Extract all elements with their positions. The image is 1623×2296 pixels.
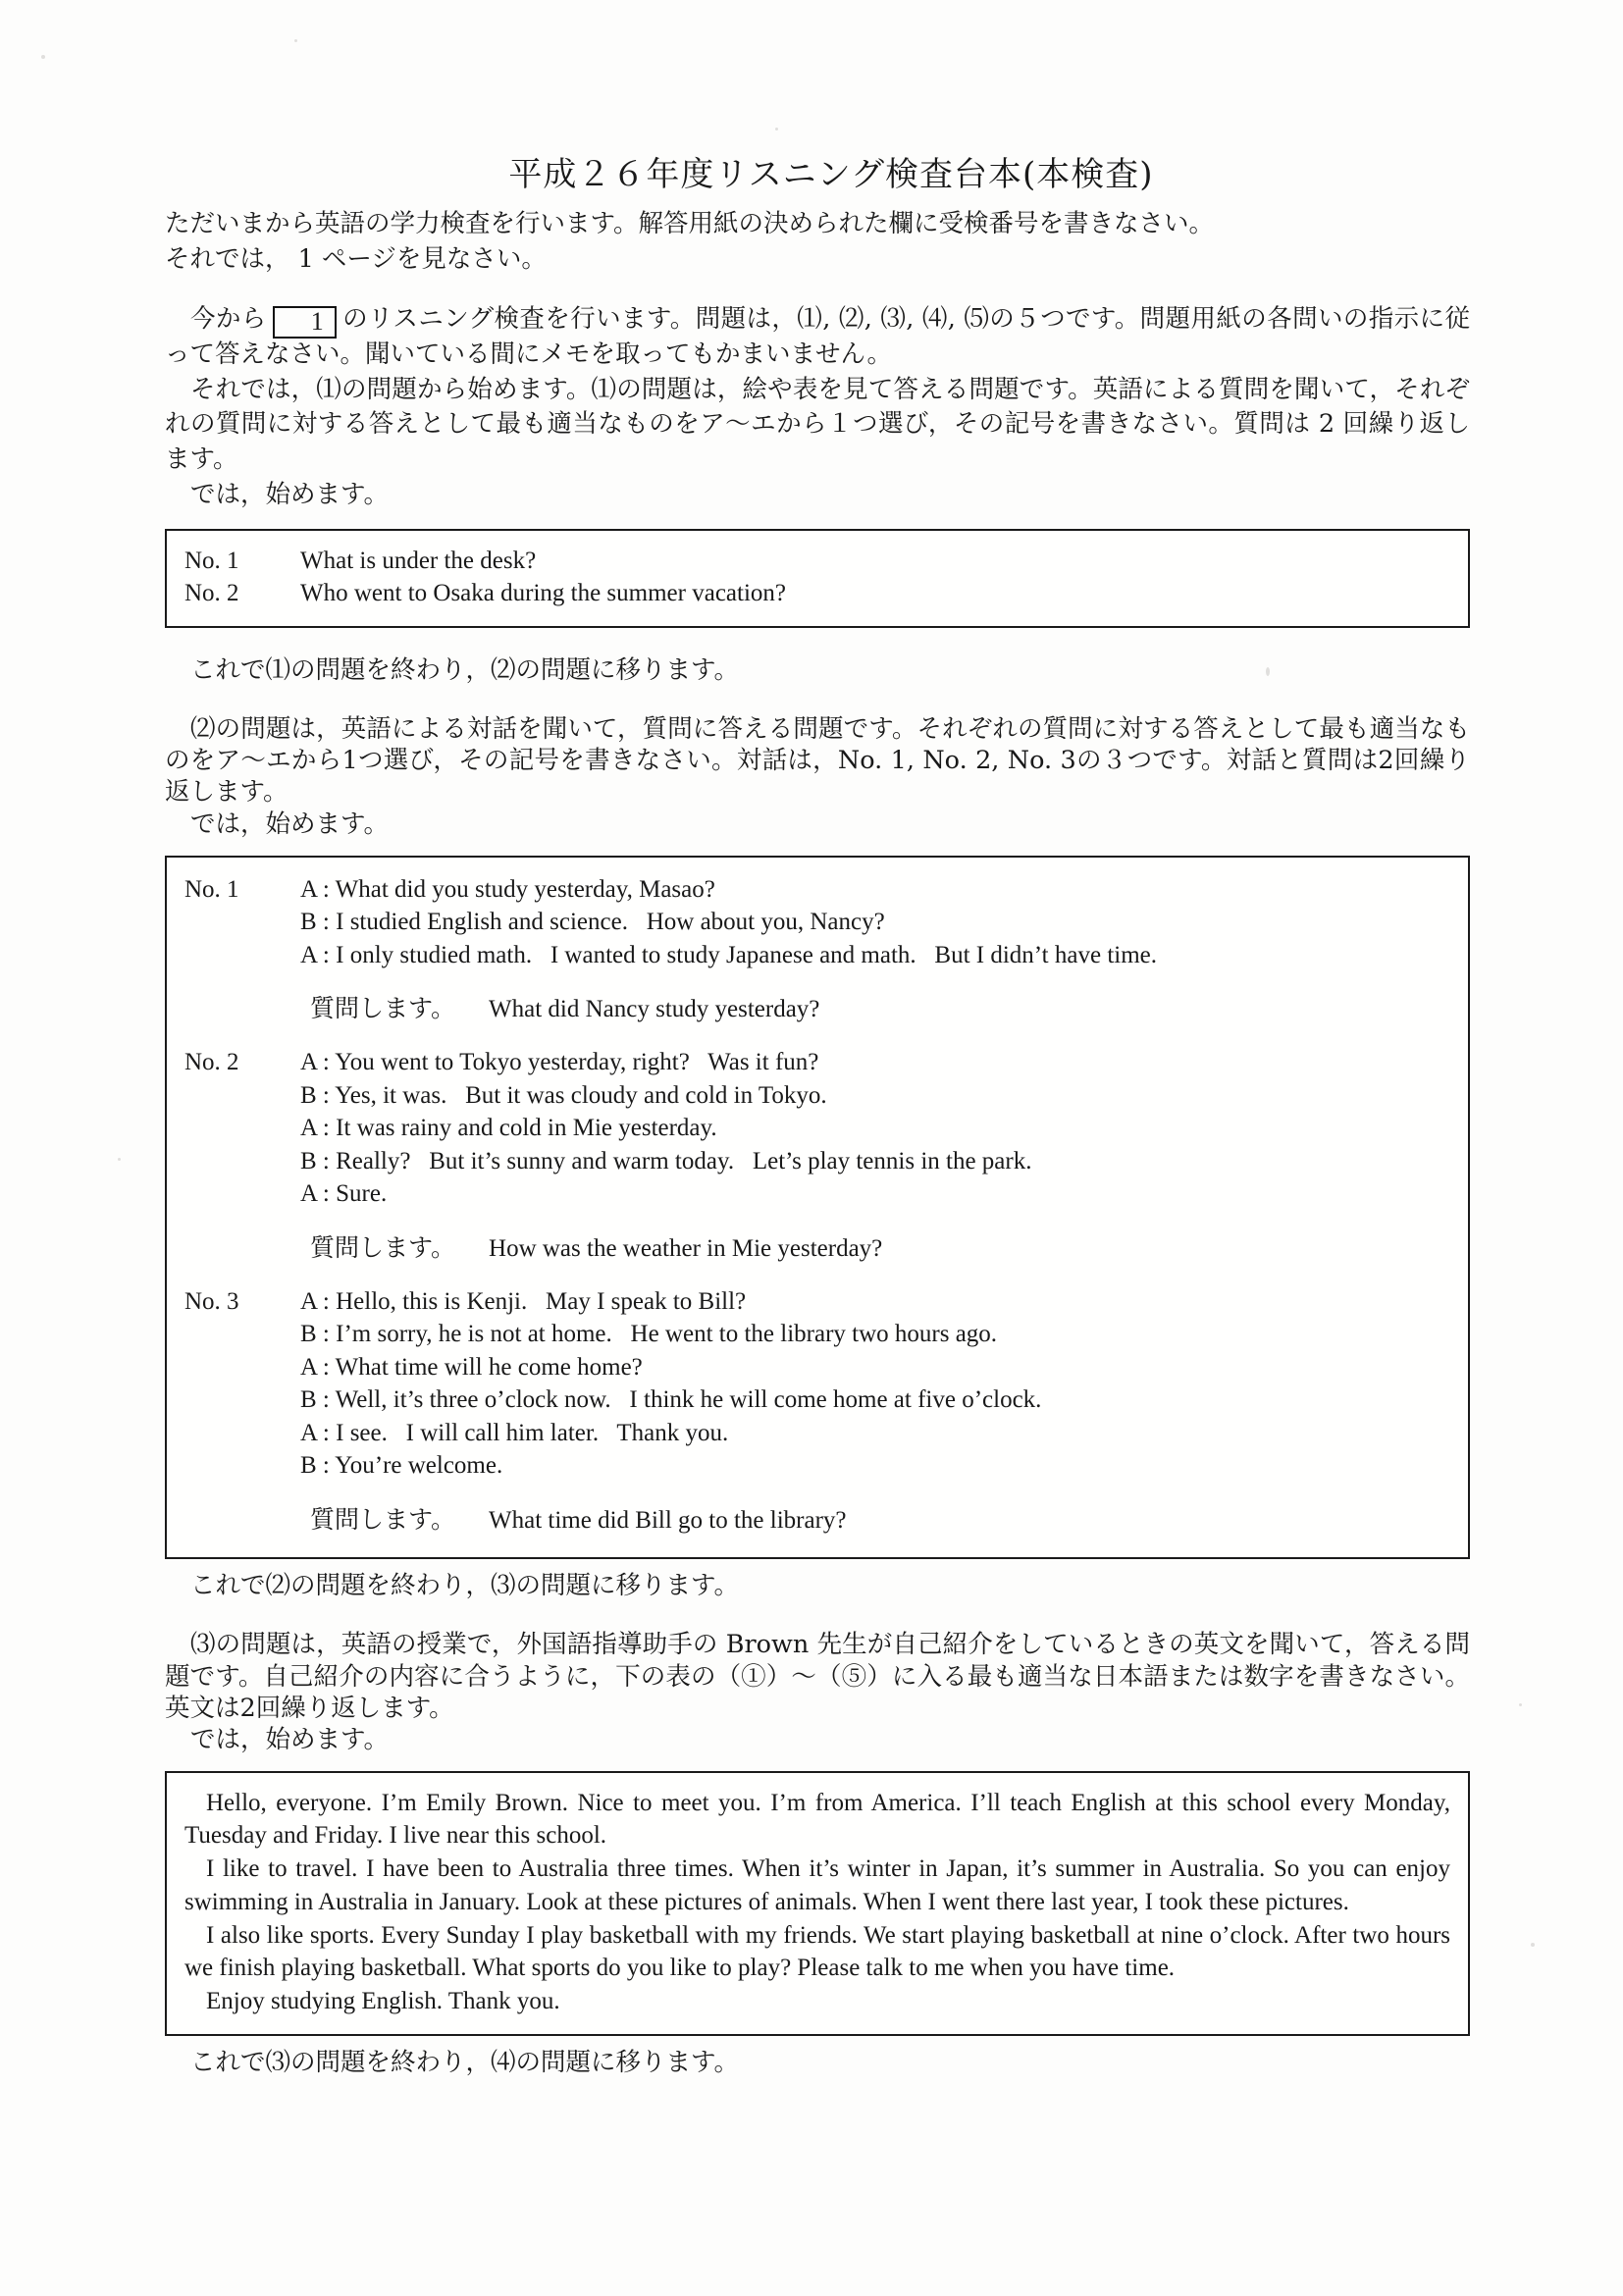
item-number: No. 2 — [184, 580, 239, 606]
ask-question: What did Nancy study yesterday? — [489, 996, 820, 1023]
dialogue-line: A : It was rainy and cold in Mie yesterday. — [300, 1115, 717, 1142]
transition-1: これで⑴の問題を終わり，⑵の問題に移ります。 — [190, 654, 739, 685]
script-box-question3 — [165, 1771, 1470, 2036]
ask-row — [310, 989, 1450, 1024]
ask-label: 質問します。 — [310, 994, 456, 1023]
ask-label: 質問します。 — [310, 1504, 456, 1534]
script-box-question2 — [165, 856, 1470, 1559]
dialogue-line: B : Yes, it was. But it was cloudy and cold in Tokyo. — [300, 1081, 827, 1109]
section-intro-paragraph — [165, 302, 1470, 372]
script-line — [184, 577, 1450, 610]
dialogue-line: B : You’re welcome. — [300, 1452, 503, 1480]
dialogue-line: A : You went to Tokyo yesterday, right? Was it fun? — [300, 1049, 819, 1076]
dialogue-line: B : Well, it’s three o’clock now. I think he will come home at five o’clock. — [300, 1386, 1042, 1414]
dialogue-header-row — [184, 1285, 1450, 1483]
transition-2: これで⑵の問題を終わり，⑶の問題に移ります。 — [190, 1570, 739, 1600]
dialogue-number: No. 3 — [184, 1287, 239, 1315]
dialogue-line: A : Sure. — [300, 1180, 388, 1208]
page-title: 平成２６年度リスニング検査台本(本検査) — [508, 155, 1154, 194]
monologue-paragraph: Hello, everyone. I’m Emily Brown. Nice to meet you. I’m from America. I’ll teach English at this school every Monday, Tuesday and Friday. I live near this school. — [184, 1789, 1450, 1850]
ask-question: What time did Bill go to the library? — [489, 1506, 847, 1534]
scan-speck — [118, 1158, 121, 1161]
scan-speck — [1531, 1943, 1535, 1947]
ask-row — [310, 1500, 1450, 1536]
section-intro-before: 今から — [190, 304, 267, 335]
question3-instructions: ⑶の問題は，英語の授業で，外国語指導助手の Brown 先生が自己紹介をしているときの英文を聞いて，答える問題です。自己紹介の内容に合うように，下の表の（①）〜（⑤）に入る最も適当な日本語または数字を書きなさい。英文は2回繰り返します。 — [165, 1630, 1470, 1723]
question1-instructions: それでは，⑴の問題から始めます。⑴の問題は，絵や表を見て答える問題です。英語による質問を聞いて，それぞれの質問に対する答えとして最も適当なものをア〜エから１つ選び，その記号を書きなさい。質問は 2 回繰り返します。 — [165, 374, 1470, 475]
section-intro-after: のリスニング検査を行います。問題は，⑴, ⑵, ⑶, ⑷, ⑸の５つです。問題用紙の各問いの指示に従って答えなさい。聞いている間にメモを取ってもかまいません。 — [165, 304, 1470, 370]
transition-3: これで⑶の問題を終わり，⑷の問題に移ります。 — [190, 2047, 739, 2077]
ask-row — [310, 1228, 1450, 1264]
dialogue-lines — [300, 1046, 1450, 1211]
item-text: Who went to Osaka during the summer vacation? — [300, 580, 786, 606]
dialogue-lines — [300, 873, 1450, 972]
dialogue-line: A : I see. I will call him later. Thank you. — [300, 1419, 729, 1446]
dialogue-no2 — [184, 1046, 1450, 1264]
dialogue-line: B : Really? But it’s sunny and warm today. Let’s play tennis in the park. — [300, 1147, 1032, 1174]
ask-label: 質問します。 — [310, 1232, 456, 1262]
scan-speck — [775, 128, 778, 130]
dialogue-no3 — [184, 1285, 1450, 1536]
dialogue-no1 — [184, 873, 1450, 1025]
document-body — [165, 147, 1470, 2080]
ask-question: How was the weather in Mie yesterday? — [489, 1234, 883, 1262]
dialogue-header-row — [184, 873, 1450, 972]
question-number-box: 1 — [273, 306, 337, 339]
scan-speck — [1519, 1703, 1522, 1706]
monologue-paragraph: I also like sports. Every Sunday I play basketball with my friends. We start playing basketball at nine o’clock. After two hours we finish playing basketball. What sports do you like to play? Please talk to me when you have time. — [184, 1921, 1450, 1982]
monologue-paragraph: I like to travel. I have been to Australia three times. When it’s winter in Japan, it’s summer in Australia. So you can enjoy swimming in Australia in January. Look at these pictures of animals. When I went there last year, I took these pictures. — [184, 1855, 1450, 1915]
dialogue-lines — [300, 1285, 1450, 1483]
item-text: What is under the desk? — [300, 547, 537, 574]
question2-instructions: ⑵の問題は，英語による対話を聞いて，質問に答える問題です。それぞれの質問に対する答えとして最も適当なものをア〜エから1つ選び，その記号を書きなさい。対話は，No. 1, No. 2, No. 3の３つです。対話と質問は2回繰り返します。 — [165, 714, 1470, 808]
dialogue-line: B : I’m sorry, he is not at home. He went to the library two hours ago. — [300, 1321, 998, 1348]
script-box-question1 — [165, 529, 1470, 628]
start-cue-3: では，始めます。 — [190, 1724, 389, 1754]
dialogue-number: No. 2 — [184, 1049, 239, 1076]
dialogue-line: A : What time will he come home? — [300, 1353, 643, 1381]
script-line — [184, 545, 1450, 578]
start-cue-2: では，始めます。 — [190, 809, 389, 839]
item-number: No. 1 — [184, 547, 239, 574]
dialogue-number: No. 1 — [184, 875, 239, 903]
intro-line-2: それでは， 1 ページを見なさい。 — [165, 243, 547, 274]
monologue-paragraph: Enjoy studying English. Thank you. — [206, 1988, 560, 2015]
start-cue-1: では，始めます。 — [190, 479, 389, 509]
dialogue-line: A : Hello, this is Kenji. May I speak to Bill? — [300, 1287, 747, 1315]
dialogue-header-row — [184, 1046, 1450, 1211]
intro-line-1: ただいまから英語の学力検査を行います。解答用紙の決められた欄に受検番号を書きなさい。 — [165, 209, 1214, 238]
scan-speck — [41, 55, 45, 59]
dialogue-line: A : What did you study yesterday, Masao? — [300, 875, 715, 903]
dialogue-line: B : I studied English and science. How about you, Nancy? — [300, 909, 885, 936]
dialogue-line: A : I only studied math. I wanted to study Japanese and math. But I didn’t have time. — [300, 941, 1157, 968]
scan-speck — [294, 39, 297, 42]
